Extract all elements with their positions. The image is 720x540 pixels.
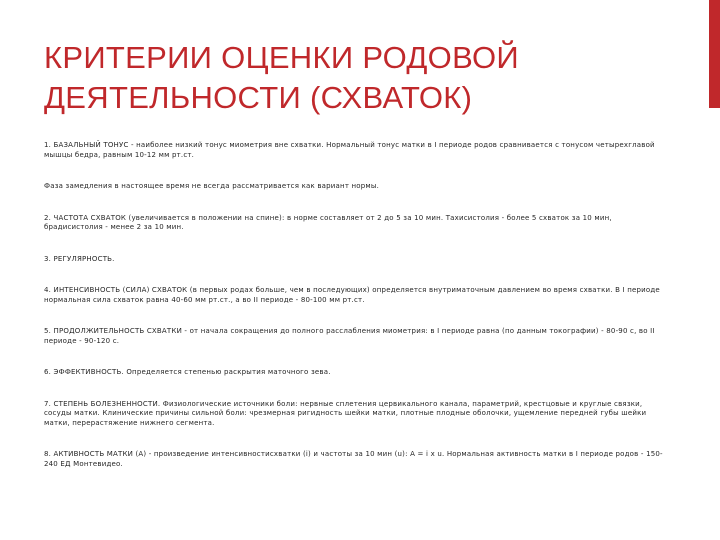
criterion-intensity: 4. ИНТЕНСИВНОСТЬ (СИЛА) СХВАТОК (в первых родах больше, чем в последующих) определяется внутриматочным давлением во время схватки. В I периоде нормальная сила схваток равна 40-60 мм рт.ст., а во II периоде - 80-100 мм рт.ст. xyxy=(44,286,660,304)
criterion-frequency: 2. ЧАСТОТА СХВАТОК (увеличивается в положении на спине): в норме составляет от 2 до 5 за 10 мин. Тахисистолия - более 5 схваток за 10 мин, брадисистолия - менее 2 за 10 мин. xyxy=(44,213,612,231)
criterion-effectiveness: 6. ЭФФЕКТИВНОСТЬ. Определяется степенью раскрытия маточного зева. xyxy=(44,368,331,376)
slide-title xyxy=(44,38,644,118)
criterion-pain: 7. СТЕПЕНЬ БОЛЕЗНЕННОСТИ. Физиологические источники боли: нервные сплетения цервикального канала, параметрий, крестцовые и круглые связки, сосуды матки. Клинические причины сильной боли: чрезмерная ригидность шейки матки, плотные плодные оболочки, ущемление передней губы шейки матки, перерастяжение нижнего сегмента. xyxy=(44,399,647,427)
criterion-basal-tone: 1. БАЗАЛЬНЫЙ ТОНУС - наиболее низкий тонус миометрия вне схватки. Нормальный тонус матки в I периоде родов сравнивается с тонусом четырехглавой мышцы бедра, равным 10-12 мм рт.ст. xyxy=(44,141,655,159)
slide-body xyxy=(44,141,669,491)
note-deceleration-phase: Фаза замедления в настоящее время не всегда рассматривается как вариант нормы. xyxy=(44,182,380,190)
slide-title-line-1: КРИТЕРИИ ОЦЕНКИ РОДОВОЙ xyxy=(44,40,520,75)
slide-title-line-2: ДЕЯТЕЛЬНОСТИ (СХВАТОК) xyxy=(44,80,473,115)
criterion-activity: 8. АКТИВНОСТЬ МАТКИ (А) - произведение интенсивностисхватки (i) и частоты за 10 мин (u): A = i x u. Нормальная активность матки в I периоде родов - 150-240 ЕД Монтевидео. xyxy=(44,450,663,468)
criterion-regularity: 3. РЕГУЛЯРНОСТЬ. xyxy=(44,254,115,263)
criterion-duration: 5. ПРОДОЛЖИТЕЛЬНОСТЬ СХВАТКИ - от начала сокращения до полного расслабления миометрия: в I периоде равна (по данным токографии) - 80-90 с, во II периоде - 90-120 с. xyxy=(44,327,655,345)
accent-bar xyxy=(709,0,720,108)
